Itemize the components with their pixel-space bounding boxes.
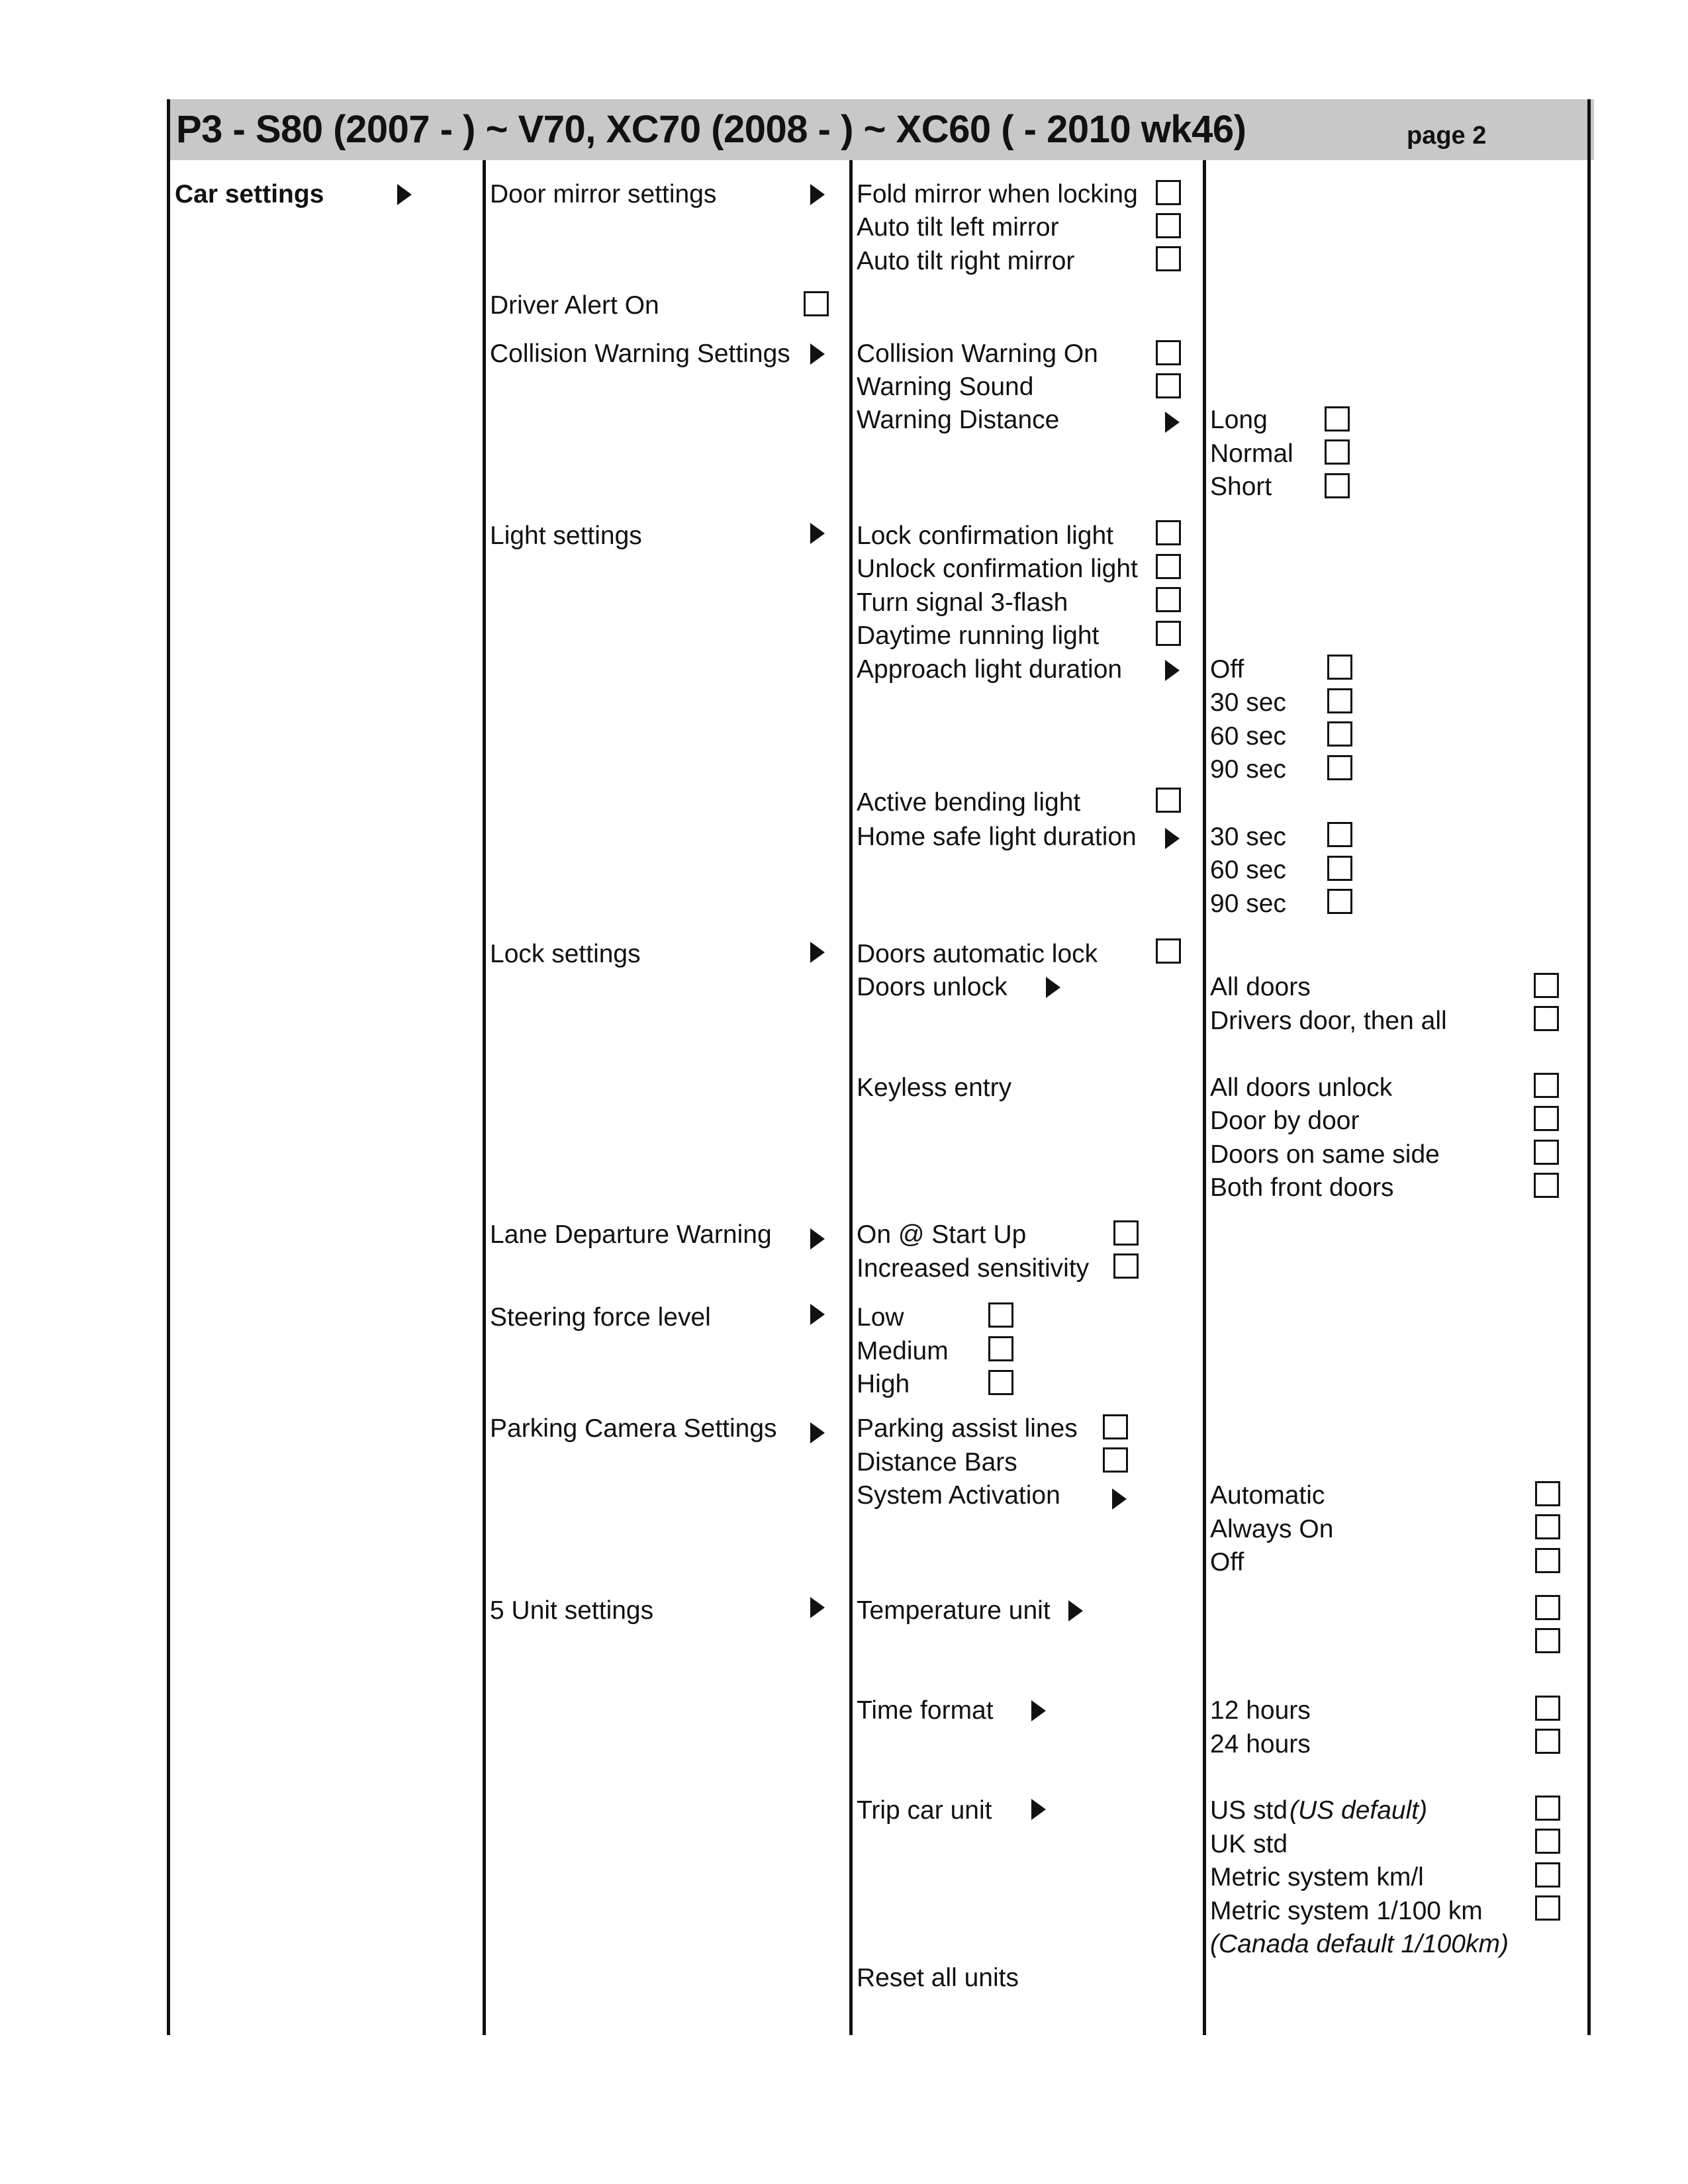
lock-confirmation-label: Lock confirmation light bbox=[857, 522, 1114, 550]
activation-automatic-checkbox[interactable] bbox=[1535, 1481, 1560, 1506]
warning-sound-label: Warning Sound bbox=[857, 373, 1034, 401]
collision-warning-settings-label: Collision Warning Settings bbox=[490, 340, 790, 368]
unlock-drivers-door-label: Drivers door, then all bbox=[1210, 1007, 1447, 1035]
activation-always-on-checkbox[interactable] bbox=[1535, 1514, 1560, 1539]
home-safe-60-label: 60 sec bbox=[1210, 856, 1286, 884]
tilt-left-checkbox[interactable] bbox=[1156, 213, 1181, 238]
lock-settings-label: Lock settings bbox=[490, 940, 641, 968]
doors-unlock-arrow-icon[interactable] bbox=[1046, 977, 1060, 998]
light-settings-label: Light settings bbox=[490, 522, 642, 550]
unlock-all-doors-label: All doors bbox=[1210, 973, 1311, 1001]
time-12-hours-label: 12 hours bbox=[1210, 1696, 1311, 1725]
keyless-both-front-checkbox[interactable] bbox=[1534, 1173, 1559, 1198]
tilt-left-label: Auto tilt left mirror bbox=[857, 213, 1059, 242]
reset-all-units-label[interactable]: Reset all units bbox=[857, 1964, 1019, 1992]
daytime-running-label: Daytime running light bbox=[857, 621, 1100, 650]
lock-confirmation-checkbox[interactable] bbox=[1156, 520, 1181, 545]
parking-camera-label: Parking Camera Settings bbox=[490, 1414, 777, 1443]
unlock-confirmation-label: Unlock confirmation light bbox=[857, 555, 1138, 583]
home-safe-arrow-icon[interactable] bbox=[1165, 828, 1180, 849]
time-format-label: Time format bbox=[857, 1696, 994, 1725]
lane-departure-label: Lane Departure Warning bbox=[490, 1220, 772, 1249]
lane-departure-arrow-icon[interactable] bbox=[810, 1228, 825, 1250]
increased-sensitivity-checkbox[interactable] bbox=[1113, 1253, 1139, 1279]
approach-90-checkbox[interactable] bbox=[1327, 755, 1352, 780]
active-bending-label: Active bending light bbox=[857, 788, 1081, 817]
home-safe-30-label: 30 sec bbox=[1210, 823, 1286, 851]
keyless-same-side-label: Doors on same side bbox=[1210, 1140, 1440, 1169]
time-12-hours-checkbox[interactable] bbox=[1535, 1696, 1560, 1721]
temperature-unit-checkbox-2[interactable] bbox=[1535, 1628, 1560, 1653]
light-settings-arrow-icon[interactable] bbox=[810, 523, 825, 544]
parking-camera-arrow-icon[interactable] bbox=[810, 1422, 825, 1443]
fold-mirror-checkbox[interactable] bbox=[1156, 180, 1181, 205]
time-format-arrow-icon[interactable] bbox=[1031, 1700, 1046, 1721]
system-activation-arrow-icon[interactable] bbox=[1112, 1488, 1127, 1510]
activation-always-on-label: Always On bbox=[1210, 1515, 1334, 1543]
collision-warning-on-checkbox[interactable] bbox=[1156, 340, 1181, 365]
warning-distance-arrow-icon[interactable] bbox=[1165, 412, 1180, 433]
tilt-right-label: Auto tilt right mirror bbox=[857, 247, 1075, 275]
keyless-entry-label: Keyless entry bbox=[857, 1073, 1012, 1102]
keyless-all-doors-checkbox[interactable] bbox=[1534, 1073, 1559, 1098]
column-divider-right bbox=[1587, 99, 1591, 2035]
approach-light-arrow-icon[interactable] bbox=[1165, 660, 1180, 681]
steering-medium-label: Medium bbox=[857, 1337, 949, 1365]
unlock-confirmation-checkbox[interactable] bbox=[1156, 554, 1181, 579]
fold-mirror-label: Fold mirror when locking bbox=[857, 180, 1138, 208]
keyless-all-doors-label: All doors unlock bbox=[1210, 1073, 1393, 1102]
temperature-unit-arrow-icon[interactable] bbox=[1068, 1600, 1083, 1621]
trip-car-unit-arrow-icon[interactable] bbox=[1031, 1799, 1046, 1820]
steering-force-label: Steering force level bbox=[490, 1303, 711, 1332]
warning-distance-label: Warning Distance bbox=[857, 406, 1060, 434]
temperature-unit-checkbox-1[interactable] bbox=[1535, 1595, 1560, 1620]
home-safe-label: Home safe light duration bbox=[857, 823, 1137, 851]
column-divider-1 bbox=[483, 160, 486, 2035]
trip-car-unit-label: Trip car unit bbox=[857, 1796, 992, 1825]
driver-alert-label: Driver Alert On bbox=[490, 291, 659, 320]
time-24-hours-checkbox[interactable] bbox=[1535, 1729, 1560, 1754]
trip-canada-default-note: (Canada default 1/100km) bbox=[1210, 1930, 1509, 1958]
approach-light-label: Approach light duration bbox=[857, 655, 1123, 684]
steering-high-label: High bbox=[857, 1370, 910, 1398]
trip-us-default-note: (US default) bbox=[1289, 1796, 1428, 1825]
car-settings-label: Car settings bbox=[175, 180, 324, 208]
time-24-hours-label: 24 hours bbox=[1210, 1730, 1311, 1758]
column-divider-left bbox=[167, 99, 170, 2035]
approach-90-label: 90 sec bbox=[1210, 755, 1286, 784]
keyless-same-side-checkbox[interactable] bbox=[1534, 1140, 1559, 1165]
distance-short-label: Short bbox=[1210, 473, 1272, 501]
turn-signal-checkbox[interactable] bbox=[1156, 587, 1181, 612]
home-safe-90-checkbox[interactable] bbox=[1327, 889, 1352, 914]
unit-settings-arrow-icon[interactable] bbox=[810, 1597, 825, 1618]
system-activation-label: System Activation bbox=[857, 1481, 1060, 1510]
home-safe-30-checkbox[interactable] bbox=[1327, 822, 1352, 847]
distance-normal-label: Normal bbox=[1210, 439, 1293, 468]
keyless-door-by-door-label: Door by door bbox=[1210, 1107, 1360, 1135]
door-mirror-arrow-icon[interactable] bbox=[810, 184, 825, 205]
activation-automatic-label: Automatic bbox=[1210, 1481, 1325, 1510]
collision-warning-arrow-icon[interactable] bbox=[810, 343, 825, 365]
doors-automatic-lock-checkbox[interactable] bbox=[1156, 938, 1181, 964]
approach-60-label: 60 sec bbox=[1210, 722, 1286, 751]
home-safe-60-checkbox[interactable] bbox=[1327, 856, 1352, 881]
approach-off-label: Off bbox=[1210, 655, 1244, 684]
turn-signal-label: Turn signal 3-flash bbox=[857, 588, 1068, 617]
increased-sensitivity-label: Increased sensitivity bbox=[857, 1254, 1090, 1283]
door-mirror-settings-label: Door mirror settings bbox=[490, 180, 717, 208]
lock-settings-arrow-icon[interactable] bbox=[810, 942, 825, 963]
distance-bars-checkbox[interactable] bbox=[1103, 1447, 1128, 1473]
trip-metric-100-label: Metric system 1/100 km bbox=[1210, 1897, 1483, 1925]
activation-off-checkbox[interactable] bbox=[1535, 1548, 1560, 1573]
parking-assist-lines-label: Parking assist lines bbox=[857, 1414, 1078, 1443]
active-bending-checkbox[interactable] bbox=[1156, 788, 1181, 813]
daytime-running-checkbox[interactable] bbox=[1156, 621, 1181, 646]
unlock-drivers-door-checkbox[interactable] bbox=[1534, 1006, 1559, 1031]
trip-us-std-label: US std bbox=[1210, 1796, 1288, 1825]
distance-normal-checkbox[interactable] bbox=[1325, 439, 1350, 465]
tilt-right-checkbox[interactable] bbox=[1156, 246, 1181, 271]
keyless-door-by-door-checkbox[interactable] bbox=[1534, 1106, 1559, 1131]
temperature-unit-label: Temperature unit bbox=[857, 1596, 1051, 1625]
distance-long-label: Long bbox=[1210, 406, 1268, 434]
warning-sound-checkbox[interactable] bbox=[1156, 373, 1181, 398]
keyless-both-front-label: Both front doors bbox=[1210, 1173, 1394, 1202]
approach-60-checkbox[interactable] bbox=[1327, 721, 1352, 747]
steering-low-checkbox[interactable] bbox=[988, 1302, 1013, 1328]
trip-uk-std-label: UK std bbox=[1210, 1830, 1288, 1858]
doors-unlock-label: Doors unlock bbox=[857, 973, 1008, 1001]
driver-alert-checkbox[interactable] bbox=[804, 291, 829, 316]
distance-bars-label: Distance Bars bbox=[857, 1448, 1017, 1477]
approach-30-label: 30 sec bbox=[1210, 688, 1286, 717]
unit-settings-label: 5 Unit settings bbox=[490, 1596, 654, 1625]
on-startup-label: On @ Start Up bbox=[857, 1220, 1027, 1249]
home-safe-90-label: 90 sec bbox=[1210, 889, 1286, 918]
trip-metric-kml-checkbox[interactable] bbox=[1535, 1862, 1560, 1888]
column-divider-2 bbox=[849, 160, 853, 2035]
parking-assist-lines-checkbox[interactable] bbox=[1103, 1414, 1128, 1439]
page-number: page 2 bbox=[1407, 122, 1487, 150]
unlock-all-doors-checkbox[interactable] bbox=[1534, 973, 1559, 998]
doors-automatic-lock-label: Doors automatic lock bbox=[857, 940, 1098, 968]
steering-high-checkbox[interactable] bbox=[988, 1370, 1013, 1395]
collision-warning-on-label: Collision Warning On bbox=[857, 340, 1098, 368]
approach-30-checkbox[interactable] bbox=[1327, 688, 1352, 713]
on-startup-checkbox[interactable] bbox=[1113, 1220, 1139, 1246]
distance-long-checkbox[interactable] bbox=[1325, 406, 1350, 432]
trip-uk-std-checkbox[interactable] bbox=[1535, 1829, 1560, 1854]
trip-us-std-checkbox[interactable] bbox=[1535, 1796, 1560, 1821]
activation-off-label: Off bbox=[1210, 1548, 1244, 1576]
distance-short-checkbox[interactable] bbox=[1325, 473, 1350, 498]
approach-off-checkbox[interactable] bbox=[1327, 655, 1352, 680]
car-settings-arrow-icon[interactable] bbox=[397, 184, 412, 205]
page-title: P3 - S80 (2007 - ) ~ V70, XC70 (2008 - ) ~ XC60 ( - 2010 wk46) bbox=[176, 108, 1246, 151]
column-divider-3 bbox=[1203, 160, 1206, 2035]
trip-metric-kml-label: Metric system km/l bbox=[1210, 1863, 1424, 1891]
trip-metric-100-checkbox[interactable] bbox=[1535, 1895, 1560, 1921]
steering-medium-checkbox[interactable] bbox=[988, 1336, 1013, 1361]
steering-low-label: Low bbox=[857, 1303, 904, 1332]
steering-force-arrow-icon[interactable] bbox=[810, 1304, 825, 1325]
